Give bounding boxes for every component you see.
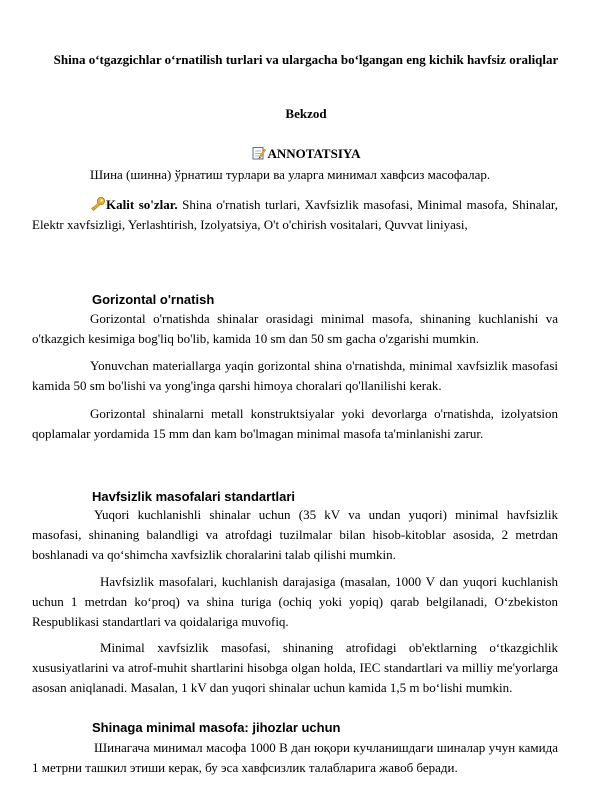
section-heading: Gorizontal o'rnatish — [92, 292, 215, 307]
memo-icon — [252, 146, 266, 160]
section-paragraph — [32, 404, 558, 444]
paragraph-text: Yonuvchan materiallarga yaqin gorizontal shina o'rnatishda, minimal xavfsizlik masofasi kamida 50 sm bo'lishi va yong'inga qarshi himoya choralari qo'llanilishi kerak. — [32, 358, 558, 393]
keywords-text: Shina o'rnatish turlari, Xavfsizlik masofasi, Minimal masofa, Shinalar, Elektr xavfsizligi, Yerlashtirish, Izolyatsiya, O't o'chirish vositalari, Quvvat liniyasi, — [32, 197, 558, 232]
paragraph-text: Havfsizlik masofalari, kuchlanish darajasiga (masalan, 1000 V dan yuqori kuchlanish uchun 1 metrdan ko‘proq) va shina turiga (ochiq yoki yopiq) qarab belgilanadi, O‘zbekiston Respublikasi standartlari va qoidalariga muvofiq. — [32, 574, 558, 629]
section-heading: Havfsizlik masofalari standartlari — [92, 489, 296, 504]
section-paragraph — [32, 638, 558, 698]
section-paragraph — [32, 356, 558, 396]
section-paragraph — [32, 309, 558, 349]
section-heading: Shinaga minimal masofa: jihozlar uchun — [92, 720, 341, 735]
paragraph-text: Gorizontal o'rnatishda shinalar orasidagi minimal masofa, shinaning kuchlanishi va o'tkazgich kesimiga bog'liq bo'lib, kamida 10 sm dan 50 sm gacha o'zgarishi mumkin. — [32, 311, 558, 346]
annotation-heading — [0, 146, 612, 162]
paragraph-text: Minimal xavfsizlik masofasi, shinaning atrofidagi ob'ektlarning o‘tkazgichlik xususiyatlarini va atrof-muhit shartlarini hisobga olgan holda, IEC standartlari va milliy me'yorlarga asosan aniqlanadi. Masalan, 1 kV dan yuqori shinalar uchun kamida 1,5 m bo‘lishi mumkin. — [32, 640, 558, 695]
keywords-label: Kalit so'zlar. — [106, 197, 178, 212]
annotation-heading-text: ANNOTATSIYA — [267, 146, 361, 161]
section-paragraph — [32, 572, 558, 632]
key-icon — [90, 196, 106, 212]
keywords-paragraph — [32, 195, 558, 235]
annotation-text: Шина (шинна) ўрнатиш турлари ва уларга минимал хавфсиз масофалар. — [90, 167, 491, 182]
section-paragraph — [32, 738, 558, 778]
document-title: Shina o‘tgazgichlar o‘rnatilish turlari va ulargacha bo‘lgangan eng kichik havfsiz oraliqlar — [53, 52, 559, 67]
section-paragraph — [32, 505, 558, 565]
annotation-paragraph — [32, 165, 558, 185]
paragraph-text: Yuqori kuchlanishli shinalar uchun (35 kV va undan yuqori) minimal havfsizlik masofasi, shinaning balandligi va atrofdagi tuzilmalar bilan hisob-kitoblar asosida, 2 metrdan boshlanadi va qo‘shimcha xavfsizlik choralarini talab qilishi mumkin. — [32, 507, 558, 562]
paragraph-text: Gorizontal shinalarni metall konstruktsiyalar yoki devorlarga o'rnatishda, izolyatsion qoplamalar yordamida 15 mm dan kam bo'lmagan minimal masofa ta'minlanishi zarur. — [32, 406, 558, 441]
author-name: Bekzod — [285, 106, 327, 121]
paragraph-text: Шинагача минимал масофа 1000 В дан юқори кучланишдаги шиналар учун камида 1 метрни ташкил этиши керак, бу эса хавфсизлик талабларига жавоб беради. — [32, 740, 558, 775]
